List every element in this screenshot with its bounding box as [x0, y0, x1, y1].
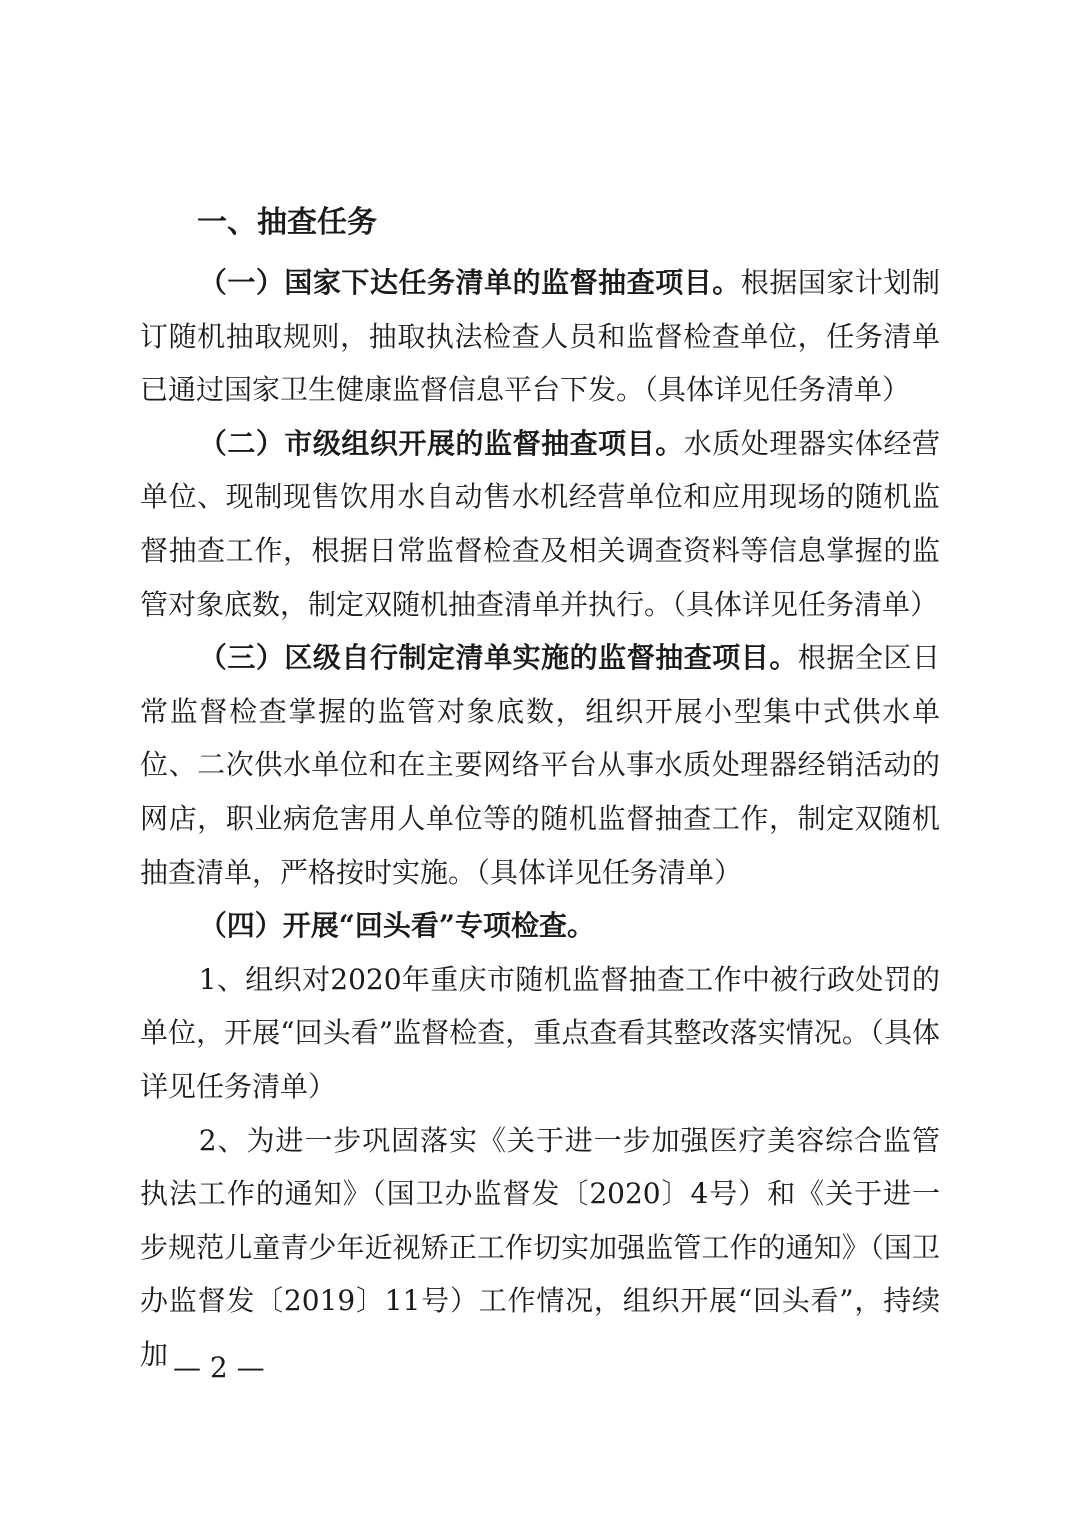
paragraph-body: 水质处理器实体经营单位、现制现售饮用水自动售水机经营单位和应用现场的随机监督抽查工作，根据日常监督检查及相关调查资料等信息掌握的监管对象底数，制定双随机抽查清单并执行。（具体详见任务清单）	[140, 426, 940, 621]
paragraph-task-4	[140, 899, 940, 953]
paragraph-body: 根据全区日常监督检查掌握的监管对象底数，组织开展小型集中式供水单位、二次供水单位和在主要网络平台从事水质处理器经销活动的网店，职业病危害用人单位等的随机监督抽查工作，制定双随机抽查清单，严格按时实施。（具体详见任务清单）	[140, 641, 940, 889]
section-heading: 一、抽查任务	[197, 205, 377, 240]
paragraph-lead: （二）市级组织开展的监督抽查项目。	[198, 426, 684, 460]
paragraph-item-1	[140, 953, 940, 1114]
paragraph-task-3	[140, 631, 940, 899]
paragraph-item-2	[140, 1114, 940, 1382]
paragraph-lead: （三）区级自行制定清单实施的监督抽查项目。	[198, 641, 798, 675]
body-text	[140, 256, 940, 1381]
paragraph-body: 1、组织对2020年重庆市随机监督抽查工作中被行政处罚的单位，开展“回头看”监督检查，重点查看其整改落实情况。（具体详见任务清单）	[140, 962, 940, 1103]
paragraph-lead: （四）开展“回头看”专项检查。	[198, 909, 596, 943]
paragraph-body: 根据国家计划制订随机抽取规则，抽取执法检查人员和监督检查单位，任务清单已通过国家卫生健康监督信息平台下发。（具体详见任务清单）	[140, 266, 940, 407]
paragraph-body: 2、为进一步巩固落实《关于进一步加强医疗美容综合监管执法工作的通知》（国卫办监督发〔2020〕4号）和《关于进一步规范儿童青少年近视矫正工作切实加强监管工作的通知》（国卫办监督发〔2019〕11号）工作情况，组织开展“回头看”，持续加	[140, 1123, 940, 1371]
paragraph-lead: （一）国家下达任务清单的监督抽查项目。	[198, 266, 741, 299]
page-number: — 2 —	[173, 1351, 265, 1384]
paragraph-task-2	[140, 417, 940, 631]
paragraph-task-1	[140, 256, 940, 417]
